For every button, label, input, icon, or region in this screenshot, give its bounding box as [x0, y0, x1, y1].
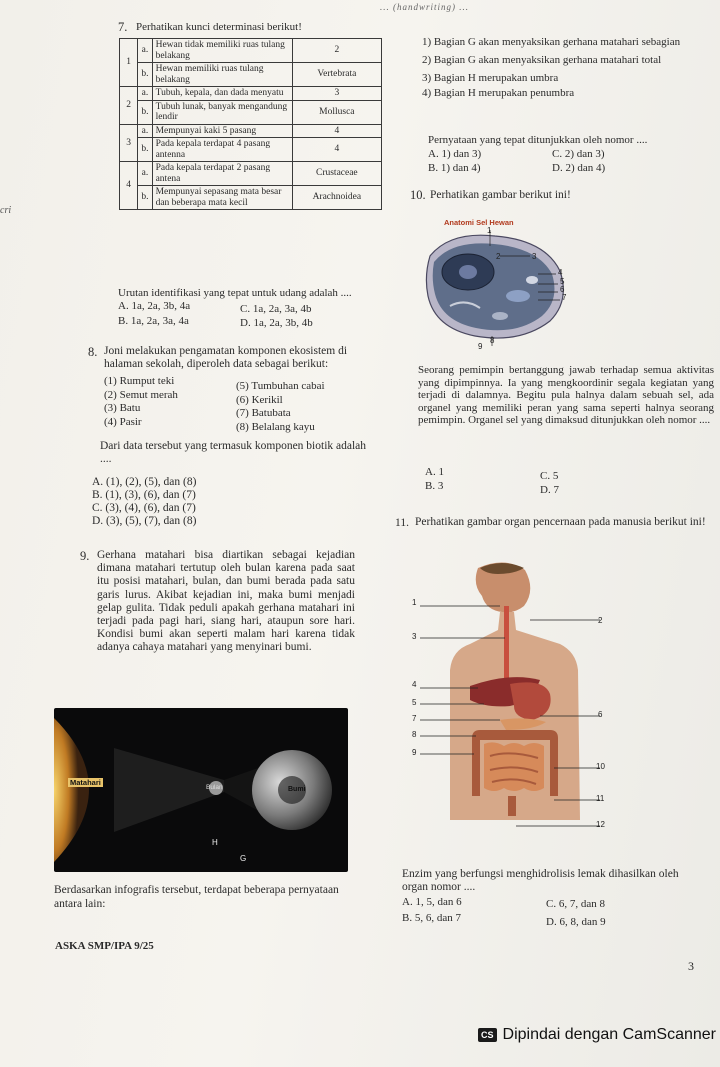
q10-prompt: Perhatikan gambar berikut ini!	[430, 189, 571, 201]
q7-prompt: Perhatikan kunci determinasi berikut!	[136, 21, 302, 33]
q8-question: Dari data tersebut yang termasuk komponen biotik adalah ....	[100, 440, 367, 465]
key-choice-letter: b.	[138, 186, 152, 210]
key-result: 4	[292, 124, 381, 138]
key-description: Tubuh, kepala, dan dada menyatu	[152, 87, 292, 101]
key-step-number: 3	[120, 124, 138, 162]
cell-label-9: 9	[478, 342, 483, 351]
label-g: G	[240, 854, 247, 863]
animal-cell-figure	[420, 218, 580, 351]
digestive-diagram-svg	[410, 560, 610, 850]
key-description: Mempunyai kaki 5 pasang	[152, 124, 292, 138]
key-row	[120, 100, 382, 124]
q9b-statement-1: 1) Bagian G akan menyaksikan gerhana matahari sebagian	[422, 36, 681, 48]
key-choice-letter: a.	[138, 87, 152, 101]
q8-option-a[interactable]: A. (1), (2), (5), dan (8)	[92, 476, 197, 488]
label-h: H	[212, 838, 218, 847]
q7-question: Urutan identifikasi yang tepat untuk udang adalah ....	[118, 287, 352, 299]
key-row	[120, 87, 382, 101]
q10-option-b[interactable]: B. 3	[425, 480, 444, 492]
q9b-statement-2: 2) Bagian G akan menyaksikan gerhana matahari total	[422, 54, 662, 66]
key-description: Hewan tidak memiliki ruas tulang belakang	[152, 39, 292, 63]
organ-label-8: 8	[412, 730, 417, 739]
organ-label-5: 5	[412, 698, 417, 707]
q11-question: Enzim yang berfungsi menghidrolisis lemak dihasilkan oleh organ nomor ....	[402, 868, 679, 893]
key-description: Pada kepala terdapat 4 pasang antenna	[152, 138, 292, 162]
q8-items-col2	[236, 380, 325, 434]
cell-label-7: 7	[562, 293, 567, 302]
q11-option-d[interactable]: D. 6, 8, dan 9	[546, 916, 606, 928]
q9b-option-d[interactable]: D. 2) dan 4)	[552, 162, 606, 174]
cell-label-1: 1	[487, 226, 492, 235]
left-edge-mark: cri	[0, 205, 12, 216]
label-bulan: Bulan	[206, 784, 223, 791]
camscanner-text: Dipindai dengan CamScanner	[502, 1026, 716, 1043]
key-result: Mollusca	[292, 100, 381, 124]
q11-text: Perhatikan gambar organ pencernaan pada manusia berikut ini!	[415, 516, 706, 528]
key-step-number: 4	[120, 162, 138, 210]
determination-key-table	[119, 38, 382, 210]
q7-number: 7.	[118, 20, 128, 34]
key-result: Crustaceae	[292, 162, 381, 186]
key-row	[120, 124, 382, 138]
q8-option-b[interactable]: B. (1), (3), (6), dan (7)	[92, 489, 196, 501]
q11-option-a[interactable]: A. 1, 5, dan 6	[402, 896, 462, 908]
organ-label-3: 3	[412, 632, 417, 641]
camscanner-logo-icon: CS	[478, 1028, 497, 1042]
key-result: Arachnoidea	[292, 186, 381, 210]
key-choice-letter: a.	[138, 39, 152, 63]
key-row	[120, 63, 382, 87]
organ-label-1: 1	[412, 598, 417, 607]
q7-option-c[interactable]: C. 1a, 2a, 3a, 4b	[240, 303, 312, 315]
cell-label-3: 3	[532, 252, 537, 261]
key-result: 4	[292, 138, 381, 162]
digestive-system-figure	[410, 560, 610, 850]
key-choice-letter: a.	[138, 124, 152, 138]
q9b-statement-4: 4) Bagian H merupakan penumbra	[422, 87, 575, 99]
organ-label-4: 4	[412, 680, 417, 689]
organ-label-12: 12	[596, 820, 605, 829]
q9-after: Berdasarkan infografis tersebut, terdapat beberapa pernyataan antara lain:	[54, 884, 339, 910]
key-row	[120, 162, 382, 186]
camscanner-watermark	[478, 1026, 716, 1044]
key-description: Mempunyai sepasang mata besar dan beberapa mata kecil	[152, 186, 292, 210]
q9b-statement-3: 3) Bagian H merupakan umbra	[422, 72, 559, 84]
key-result: Vertebrata	[292, 63, 381, 87]
q8-item-6: (6) Kerikil	[236, 393, 283, 406]
key-description: Tubuh lunak, banyak mengandung lendir	[152, 100, 292, 124]
key-step-number: 2	[120, 87, 138, 125]
key-step-number: 1	[120, 39, 138, 87]
page-number: 3	[688, 959, 694, 973]
q10-text: Seorang pemimpin bertanggung jawab terhadap semua aktivitas yang dipimpinnya. Ia yang mengkoordinir segala kegiatan yang terjadi di dalamnya. Begitu pula halnya dalam sebuah sel, ada organel yang memiliki peran yang sama seperti halnya seorang pemimpin. Organel sel yang dimaksud ditunjukkan oleh nomor ....	[418, 364, 714, 427]
q7-option-d[interactable]: D. 1a, 2a, 3b, 4b	[240, 317, 313, 329]
key-choice-letter: b.	[138, 138, 152, 162]
q8-option-d[interactable]: D. (3), (5), (7), dan (8)	[92, 515, 197, 527]
q11-number: 11.	[395, 517, 409, 529]
q10-option-d[interactable]: D. 7	[540, 484, 559, 496]
key-choice-letter: b.	[138, 100, 152, 124]
key-choice-letter: a.	[138, 162, 152, 186]
q11-option-c[interactable]: C. 6, 7, dan 8	[546, 898, 605, 910]
q8-number: 8.	[88, 345, 98, 359]
cell-label-8: 8	[490, 336, 495, 345]
q9b-option-b[interactable]: B. 1) dan 4)	[428, 162, 481, 174]
cell-figure-title: Anatomi Sel Hewan	[444, 218, 514, 227]
q8-item-5: (5) Tumbuhan cabai	[236, 380, 325, 392]
key-choice-letter: b.	[138, 63, 152, 87]
footer-code: ASKA SMP/IPA 9/25	[55, 940, 154, 952]
organ-label-11: 11	[596, 794, 605, 803]
organ-label-6: 6	[598, 710, 603, 719]
q8-options	[92, 476, 196, 528]
solar-eclipse-infographic	[54, 708, 348, 872]
q9-number: 9.	[80, 549, 90, 563]
q10-option-c[interactable]: C. 5	[540, 470, 559, 482]
q8-item-8: (8) Belalang kayu	[236, 420, 315, 433]
q9b-question: Pernyataan yang tepat ditunjukkan oleh nomor ....	[428, 134, 648, 146]
key-description: Pada kepala terdapat 2 pasang antena	[152, 162, 292, 186]
q8-item-7: (7) Batubata	[236, 407, 291, 419]
q8-item-3: (3) Batu	[104, 402, 141, 414]
q9b-option-c[interactable]: C. 2) dan 3)	[552, 148, 605, 160]
q8-text: Joni melakukan pengamatan komponen ekosistem di halaman sekolah, diperoleh data sebagai berikut:	[104, 345, 348, 370]
organ-label-7: 7	[412, 714, 417, 723]
cell-label-4: 4	[558, 268, 563, 277]
cell-label-2: 2	[496, 252, 501, 261]
q10-option-a[interactable]: A. 1	[425, 466, 444, 478]
q9-text: Gerhana matahari bisa diartikan sebagai kejadian dimana matahari tertutup oleh bulan karena pada saat itu posisi matahari, bulan, dan bumi berada pada satu garis lurus. Akibat kejadian ini, maka bumi menjadi gelap gulita. Tidak peduli apakah gerhana matahari ini terjadi pada pagi hari, siang hari, ataupun sore hari. Kondisi bumi akan seperti malam hari karena tidak adanya cahaya matahari yang menyinari bumi.	[97, 549, 355, 654]
key-row	[120, 186, 382, 210]
cell-diagram-svg	[420, 226, 580, 348]
key-description: Hewan memiliki ruas tulang belakang	[152, 63, 292, 87]
cell-label-5: 5	[560, 277, 565, 286]
organ-label-9: 9	[412, 748, 417, 757]
q8-option-c[interactable]: C. (3), (4), (6), dan (7)	[92, 502, 196, 514]
organ-label-10: 10	[596, 762, 605, 771]
label-matahari: Matahari	[70, 778, 101, 787]
key-row	[120, 138, 382, 162]
q8-items-col1	[104, 375, 178, 429]
key-result: 3	[292, 87, 381, 101]
header-scribble: ... (handwriting) ...	[380, 2, 470, 12]
q8-item-1: (1) Rumput teki	[104, 375, 175, 387]
label-bumi: Bumi	[288, 786, 306, 793]
q11-option-b[interactable]: B. 5, 6, dan 7	[402, 912, 461, 924]
q9b-statements	[422, 36, 712, 100]
key-result: 2	[292, 39, 381, 63]
q7-option-a[interactable]: A. 1a, 2a, 3b, 4a	[118, 300, 191, 312]
q8-item-2: (2) Semut merah	[104, 388, 178, 401]
cell-label-6: 6	[560, 285, 565, 294]
q10-number: 10.	[410, 188, 426, 202]
q7-option-b[interactable]: B. 1a, 2a, 3a, 4a	[118, 315, 189, 327]
key-row	[120, 39, 382, 63]
q8-item-4: (4) Pasir	[104, 415, 142, 428]
q9b-option-a[interactable]: A. 1) dan 3)	[428, 148, 482, 160]
organ-label-2: 2	[598, 616, 603, 625]
